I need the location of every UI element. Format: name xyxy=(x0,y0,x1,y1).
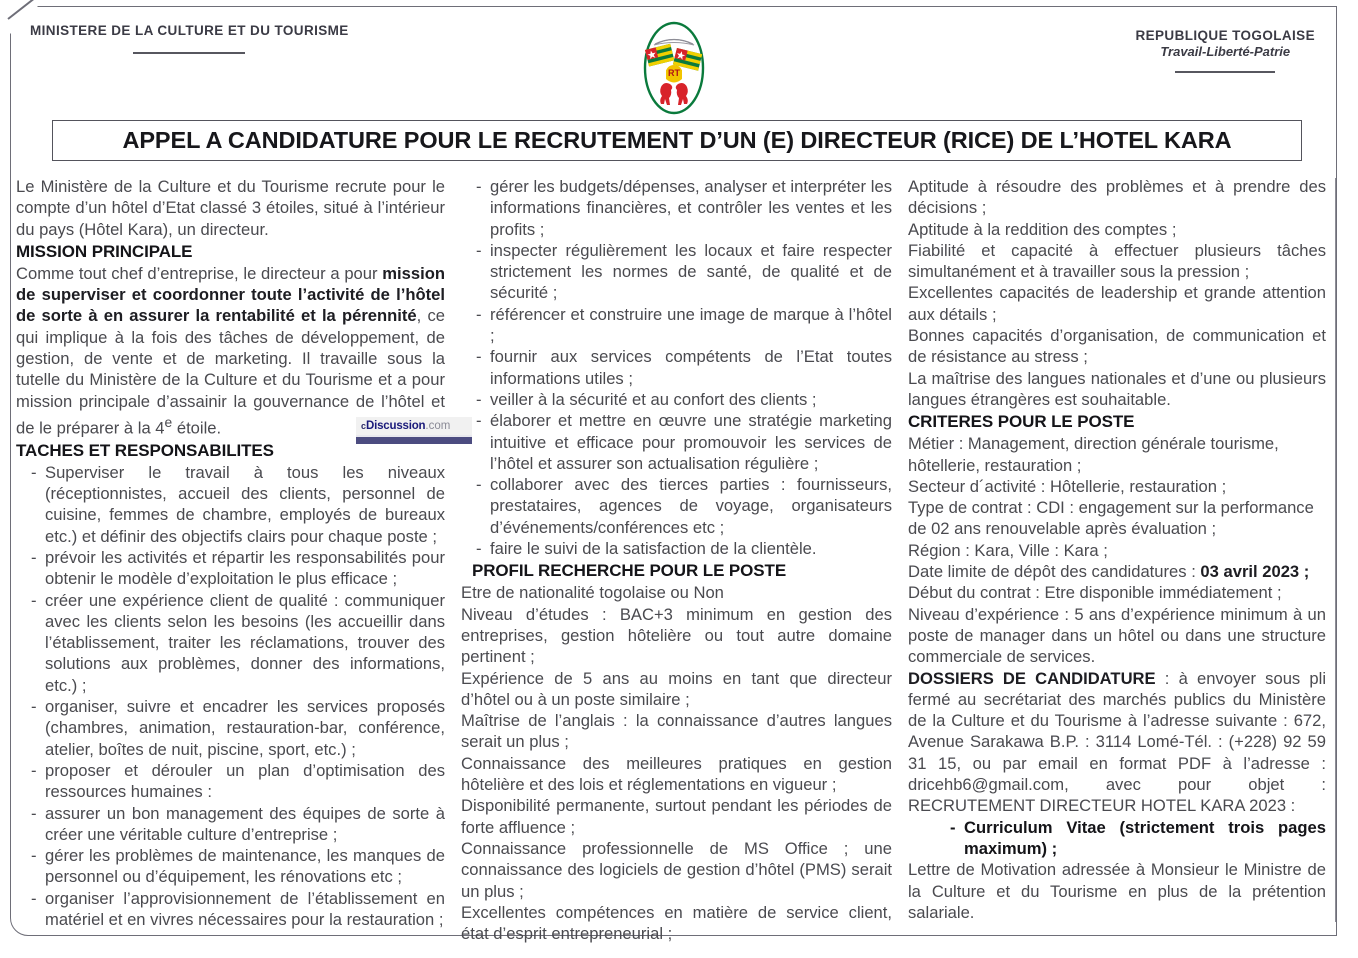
list-item: - proposer et dérouler un plan d’optimisation des ressources humaines : xyxy=(31,760,445,803)
closing-paragraph: Lettre de Motivation adressée à Monsieur le Ministre de la Culture et du Tourisme en plus de la prétention salariale. xyxy=(908,860,1326,922)
togo-coat-of-arms-icon xyxy=(632,20,716,116)
mission-heading: MISSION PRINCIPALE xyxy=(16,241,193,261)
profile-item: Connaissance professionnelle de MS Office ; une connaissance des logiciels de gestion d’hôtel (PMS) serait un plus ; xyxy=(461,838,892,901)
mission-part-2: , ce qui implique à la fois des tâches de développement, de gestion, de vente et de marketing. Il travaille sous la tutelle du Ministère de la Culture et du Tourisme et a pour mission principale d’assainir la gouvernance de l’hôtel et de le préparer à la 4 xyxy=(16,306,446,438)
list-item: - organiser, suivre et encadrer les services proposés (chambres, animation, restauration-bar, conférence, atelier, boîtes de nuit, piscine, sport, etc.) ; xyxy=(31,696,445,760)
list-item: - collaborer avec des tierces parties : fournisseurs, prestataires, agences de voyage, organisateurs d’événements/conférences etc ; xyxy=(476,474,892,538)
list-item: - assurer un bon management des équipes de sorte à créer une véritable culture d’entreprise ; xyxy=(31,803,445,846)
list-item: - inspecter régulièrement les locaux et faire respecter strictement les normes de santé, de qualité et de sécurité ; xyxy=(476,240,892,304)
svg-text:RT: RT xyxy=(667,68,680,78)
profile-item: Niveau d’études : BAC+3 minimum en gestion des entreprises, gestion hôtelière ou tout autre domaine pertinent ; xyxy=(461,604,892,667)
ministry-divider xyxy=(133,52,245,54)
profile-item: La maîtrise des langues nationales et d’une ou plusieurs langues étrangères est souhaitable. xyxy=(908,368,1326,409)
list-item: - référencer et construire une image de marque à l’hôtel ; xyxy=(476,304,892,347)
tasks-list-continued xyxy=(461,176,892,559)
announcement-title-box xyxy=(52,120,1302,161)
list-item: - veiller à la sécurité et au confort des clients ; xyxy=(476,389,892,410)
republic-divider xyxy=(1175,71,1275,73)
watermark xyxy=(356,417,472,444)
criteria-item: Région : Kara, Ville : Kara ; xyxy=(908,540,1108,560)
profile-item: Aptitude à la reddition des comptes ; xyxy=(908,219,1177,239)
mission-part-1: Comme tout chef d’entreprise, le directeur a pour xyxy=(16,263,383,283)
profile-item: Excellentes compétences en matière de service client, état d’esprit entrepreneurial ; xyxy=(461,902,892,944)
profile-item: Excellentes capacités de leadership et grande attention aux détails ; xyxy=(908,283,1326,324)
list-item: - élaborer et mettre en œuvre une stratégie marketing intuitive et efficace pour promouvoir les services de l’hôtel et assurer son actualisation régulière ; xyxy=(476,410,892,474)
dossier-label: DOSSIERS DE CANDIDATURE xyxy=(908,668,1156,688)
list-item: - Superviser le travail à tous les niveaux (réceptionnistes, accueil des clients, personnel de cuisine, femmes de chambre, employés de bureaux etc.) et définir des objectifs clairs pour chaque poste ; xyxy=(31,462,445,547)
profile-item: Maîtrise de l’anglais : la connaissance d’autres langues serait un plus ; xyxy=(461,711,892,752)
profile-item: Bonnes capacités d’organisation, de communication et de résistance au stress ; xyxy=(908,326,1326,367)
criteria-item: Métier : Management, direction générale tourisme, hôtellerie, restauration ; xyxy=(908,434,1279,475)
criteria-item: Niveau d’expérience : 5 ans d’expérience minimum à un poste de manager dans un hôtel ou dans une structure commerciale de services. xyxy=(908,604,1326,667)
profile-item: Fiabilité et capacité à effectuer plusieurs tâches simultanément et à travailler sous la pression ; xyxy=(908,240,1326,282)
watermark-prefix: c xyxy=(361,421,367,431)
profile-heading: PROFIL RECHERCHE POUR LE POSTE xyxy=(472,561,787,581)
profile-item: Aptitude à résoudre des problèmes et à prendre des décisions ; xyxy=(908,177,1326,218)
deadline-value: 03 avril 2023 ; xyxy=(1200,562,1310,582)
mission-part-3: étoile. xyxy=(172,418,222,438)
list-item: - gérer les problèmes de maintenance, les manques de personnel ou d’équipement, les rénovations etc ; xyxy=(31,845,445,888)
watermark-bar xyxy=(356,435,472,444)
list-item: - gérer les budgets/dépenses, analyser et interpréter les informations financières, et contrôler les ventes et les profits ; xyxy=(476,176,892,240)
watermark-label xyxy=(356,417,472,435)
mission-bold-part: mission de superviser et coordonner toute l’activité de l’hôtel de sorte à en assurer la rentabilité et la pérennité xyxy=(16,263,445,326)
dossier-paragraph xyxy=(908,668,1326,817)
list-item: - faire le suivi de la satisfaction de la clientèle. xyxy=(476,538,892,559)
column-1 xyxy=(16,176,459,928)
ministry-name: MINISTERE DE LA CULTURE ET DU TOURISME xyxy=(30,23,349,38)
column-divider xyxy=(1335,178,1336,922)
watermark-main: Discussion xyxy=(366,420,426,432)
profile-item: Etre de nationalité togolaise ou Non xyxy=(461,583,724,603)
body-columns xyxy=(16,176,1336,944)
mission-ordinal: e xyxy=(164,413,173,430)
republic-motto: Travail-Liberté-Patrie xyxy=(1160,44,1291,59)
document-header xyxy=(10,6,1337,114)
profile-item: Expérience de 5 ans au moins en tant que directeur d’hôtel ou à un poste similaire ; xyxy=(461,668,892,709)
column-3 xyxy=(906,176,1336,928)
criteria-item: Début du contrat : Etre disponible immédiatement ; xyxy=(908,583,1282,603)
republic-name: REPUBLIQUE TOGOLAISE xyxy=(1135,28,1315,43)
criteria-heading: CRITERES POUR LE POSTE xyxy=(908,412,1135,432)
page-title: APPEL A CANDIDATURE POUR LE RECRUTEMENT D’UN (E) DIRECTEUR (RICE) DE L’HOTEL KARA xyxy=(122,127,1232,153)
deadline-label: Date limite de dépôt des candidatures : xyxy=(908,562,1201,582)
criteria-item: Secteur d´activité : Hôtellerie, restauration ; xyxy=(908,476,1227,496)
criteria-item-deadline xyxy=(908,561,1326,582)
list-item: - Curriculum Vitae (strictement trois pages maximum) ; xyxy=(950,817,1326,860)
dossier-list xyxy=(908,817,1326,860)
list-item: - prévoir les activités et répartir les responsabilités pour obtenir le modèle d’exploitation le plus efficace ; xyxy=(31,547,445,590)
list-item: - organiser l’approvisionnement de l’établissement en matériel et en vivres nécessaires pour la restauration ; xyxy=(31,888,445,931)
mission-paragraph xyxy=(16,263,445,439)
ministry-block xyxy=(30,23,349,54)
column-2 xyxy=(459,176,906,944)
list-item: - créer une expérience client de qualité : communiquer avec les clients selon les besoins (les accueillir dans l’établissement, traiter les réclamations, trouver des solutions aux problèmes, donner des informations, etc.) ; xyxy=(31,590,445,696)
dossier-body: : à envoyer sous pli fermé au secrétariat des marchés publics du Ministère de la Culture et du Tourisme à l’adresse suivante : 672, Avenue Sarakawa B.P. : 3114 Lomé-Tél. : (+228) 92 59 31 15, ou par email en format PDF à l’adresse : dricehb6@gmail.com, avec pour objet : RECRUTEMENT DIRECTEUR HOTEL KARA 2023 : xyxy=(908,668,1326,816)
watermark-suffix: .com xyxy=(425,420,451,432)
republic-block xyxy=(1135,28,1315,73)
profile-item: Connaissance des meilleures pratiques en gestion hôtelière et des lois et réglementations en vigueur ; xyxy=(461,753,892,795)
tasks-heading: TACHES ET RESPONSABILITES xyxy=(16,440,274,460)
list-item: - fournir aux services compétents de l’Etat toutes informations utiles ; xyxy=(476,346,892,389)
profile-item: Disponibilité permanente, surtout pendant les périodes de forte affluence ; xyxy=(461,796,892,837)
intro-paragraph: Le Ministère de la Culture et du Tourisme recrute pour le compte d’un hôtel d’Etat classé 3 étoiles, situé à l’intérieur du pays (Hôtel Kara), un directeur. xyxy=(16,177,445,239)
tasks-list xyxy=(16,462,445,931)
criteria-item: Type de contrat : CDI : engagement sur la performance de 02 ans renouvelable après évaluation ; xyxy=(908,498,1314,539)
